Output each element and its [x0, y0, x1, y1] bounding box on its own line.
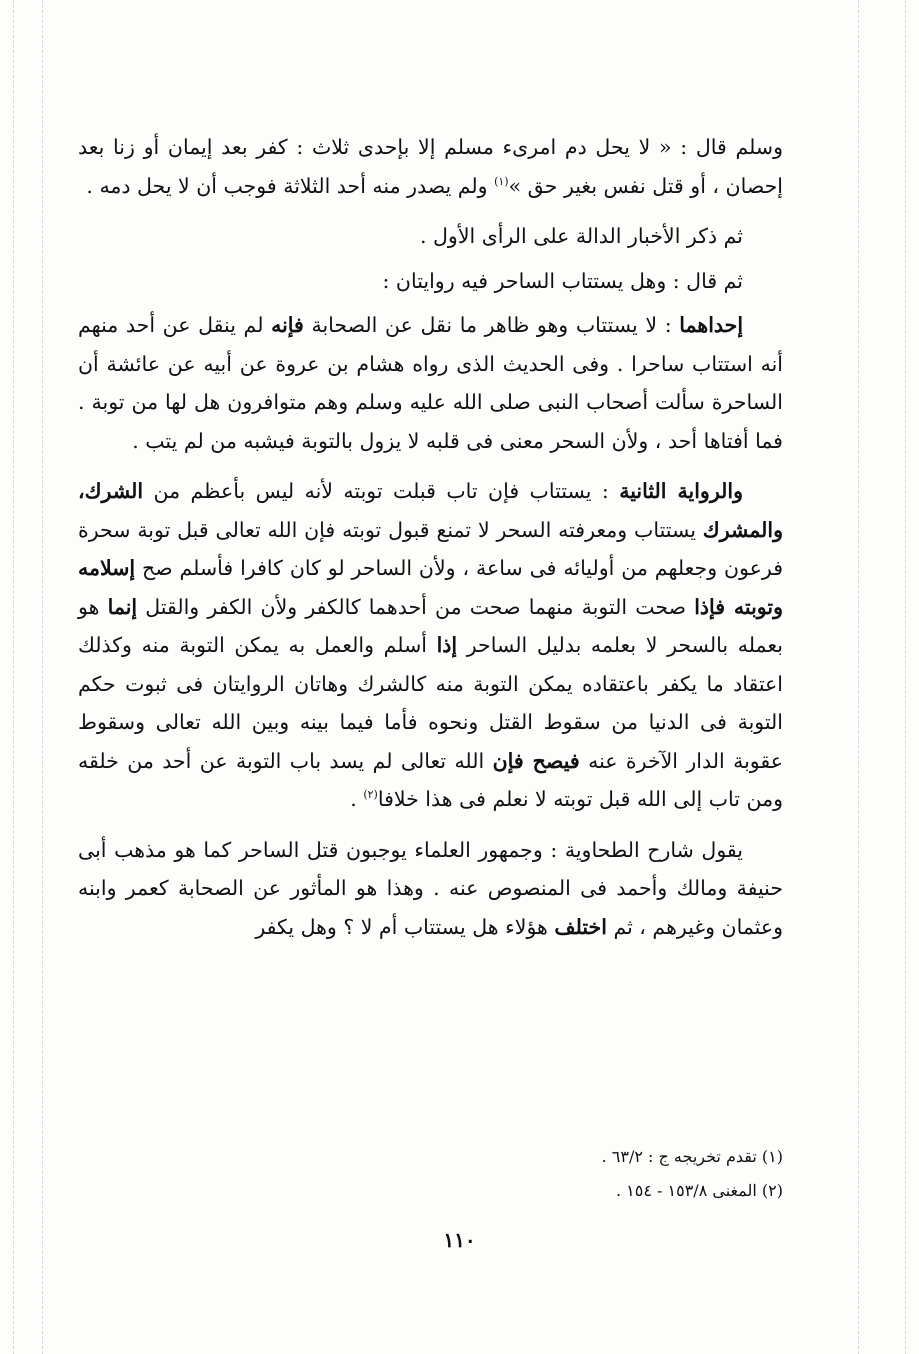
paragraph-3 [78, 262, 783, 301]
bold-text: إذا [436, 633, 458, 657]
text-run: ثم ذكر الأخبار الدالة على الرأى الأول . [420, 224, 743, 248]
bold-text: والرواية الثانية [619, 479, 743, 503]
bold-text: فإنه [271, 313, 304, 337]
text-run: صحت التوبة منهما صحت من أحدهما كالكفر ولأن الكفر والقتل [137, 594, 695, 619]
paragraph-1 [78, 128, 783, 205]
body-text [78, 128, 783, 946]
bleed-line [42, 0, 43, 1354]
bold-text: فيصح فإن [492, 748, 580, 773]
footnote-ref: (٢) [363, 788, 378, 802]
bold-text: الشرك، والمشرك [78, 479, 783, 542]
text-run: لم ينقل عن أحد منهم أنه استتاب ساحرا . وفى الحديث الذى رواه هشام بن عروة عن أبيه عن عائشة أن الساحرة سألت أصحاب النبى صلى الله عليه وسلم وهم متوافرون هل لها من توبة . فما أفتاها أحد ، ولأن السحر معنى فى قلبه لا يزول بالتوبة فيشبه من لم يتب . [78, 313, 783, 453]
text-run: الله تعالى لم يسد باب التوبة عن أحد من خلقه ومن تاب إلى الله قبل توبته لا نعلم فى هذا خلافا [78, 748, 783, 811]
text-run: أسلم والعمل به يمكن التوبة منه وكذلك اعتقاد ما يكفر باعتقاده يمكن التوبة منه كالشرك وهاتان الروايتان فى ثبوت حكم التوبة فى الدنيا من سقوط القتل ونحوه فأما فيما بينه وبين الله تعالى وسقوط عقوبة الدار الآخرة عنه [78, 633, 783, 773]
footnote-1: (١) تقدم تخريجه ج : ٦٣/٢ . [601, 1147, 783, 1166]
paragraph-5 [78, 472, 783, 819]
text-run: ولم يصدر منه أحد الثلاثة فوجب أن لا يحل دمه . [86, 173, 495, 198]
text-run: يستتاب ومعرفته السحر لا تمنع قبول توبته فإن الله تعالى قبل توبة سحرة فرعون وجعلهم من أوليائه فى ساعة ، ولأن الساحر لو كان كافرا فأسلم صح [78, 517, 783, 580]
bold-text: إحداهما [679, 313, 744, 337]
text-run: : لا يستتاب وهو ظاهر ما نقل عن الصحابة [303, 313, 680, 337]
footnotes [78, 1140, 783, 1208]
bold-text: إسلامه وتوبته فإذا [78, 556, 783, 619]
text-run: هو بعمله بالسحر لا بعلمه بدليل الساحر [78, 594, 783, 657]
bleed-line [858, 0, 859, 1354]
text-run: هؤلاء هل يستتاب أم لا ؟ وهل يكفر [255, 914, 555, 939]
text-run: يقول شارح الطحاوية : وجمهور العلماء يوجبون قتل الساحر كما هو مذهب أبى حنيفة ومالك وأحمد فى المنصوص عنه . وهذا هو المأثور عن الصحابة كعمر وابنه وعثمان وغيرهم ، ثم [78, 837, 783, 939]
bold-text: اختلف [554, 914, 607, 939]
page-number: ١١٠ [443, 1228, 476, 1252]
bleed-line [905, 0, 906, 1354]
bleed-line [13, 0, 14, 1354]
text-run: وسلم قال : « لا يحل دم امرىء مسلم إلا بإحدى ثلاث : كفر بعد إيمان أو زنا بعد إحصان ، أو قتل نفس بغير حق » [78, 135, 783, 198]
paragraph-4 [78, 306, 783, 460]
bold-text: إنما [107, 594, 138, 619]
paragraph-6 [78, 831, 783, 947]
footnote-2: (٢) المغنى ١٥٣/٨ - ١٥٤ . [615, 1181, 783, 1200]
text-run: . [350, 787, 364, 811]
footnote-ref: (١) [494, 174, 509, 188]
text-run: : يستتاب فإن تاب قبلت توبته لأنه ليس بأعظم من [143, 479, 620, 503]
paragraph-2 [78, 217, 783, 256]
text-run: ثم قال : وهل يستتاب الساحر فيه روايتان : [382, 268, 743, 293]
